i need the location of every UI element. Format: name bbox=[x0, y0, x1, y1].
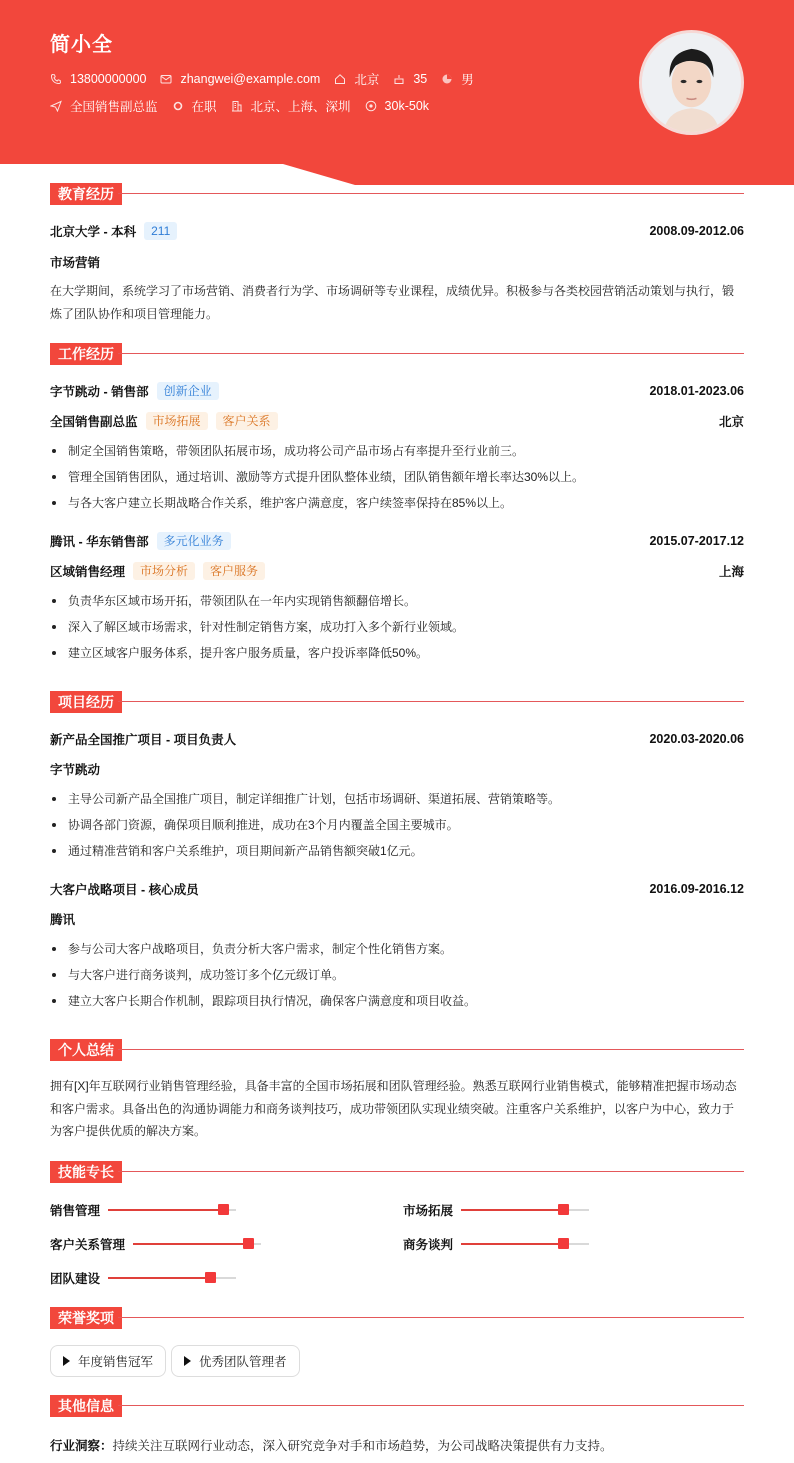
email-item: zhangwei@example.com bbox=[160, 72, 320, 86]
target-city-item: 北京、上海、深圳 bbox=[231, 97, 351, 115]
skills-section bbox=[50, 1161, 744, 1291]
cake-icon bbox=[393, 73, 405, 85]
work-location: 上海 bbox=[718, 565, 744, 579]
skill-item bbox=[50, 1201, 236, 1219]
section-header bbox=[50, 183, 744, 205]
skill-tag: 市场拓展 bbox=[146, 412, 208, 430]
status-icon bbox=[172, 100, 184, 112]
section-title: 教育经历 bbox=[50, 183, 122, 205]
section-header bbox=[50, 1307, 744, 1329]
work-position-row bbox=[50, 412, 744, 430]
section-divider bbox=[118, 1171, 744, 1172]
project-bullets bbox=[50, 936, 744, 1014]
phone-item: 13800000000 bbox=[50, 72, 146, 86]
section-divider bbox=[118, 1317, 744, 1318]
section-header bbox=[50, 691, 744, 713]
contact-row bbox=[50, 70, 488, 88]
skill-bar bbox=[461, 1243, 589, 1245]
skill-item bbox=[403, 1201, 589, 1219]
summary-text: 拥有[X]年互联网行业销售管理经验，具备丰富的全国市场拓展和团队管理经验。熟悉互联网行业销售模式，能够精准把握市场动态和客户需求。具备出色的沟通协调能力和商务谈判技巧，成功带领团队实现业绩突破。注重客户关系维护，以客户为中心，致力于为客户提供优质的解决方案。 bbox=[50, 1079, 737, 1138]
work-bullets bbox=[50, 588, 744, 666]
project-name: 新产品全国推广项目 - 项目负责人 bbox=[50, 733, 237, 747]
work-position-row bbox=[50, 562, 744, 580]
other-section bbox=[50, 1395, 744, 1455]
job-status-item: 在职 bbox=[172, 97, 217, 115]
section-title: 工作经历 bbox=[50, 343, 122, 365]
salary-item: 30k-50k bbox=[365, 99, 429, 113]
section-header bbox=[50, 1395, 744, 1417]
other-label: 行业洞察： bbox=[50, 1439, 113, 1453]
education-row bbox=[50, 222, 744, 240]
work-company-row bbox=[50, 382, 744, 400]
triangle-icon bbox=[63, 1356, 70, 1366]
project-date: 2020.03-2020.06 bbox=[649, 732, 744, 746]
portrait-image bbox=[642, 33, 741, 132]
list-item: 管理全国销售团队，通过培训、激励等方式提升团队整体业绩，团队销售额年增长率达30%以上。 bbox=[50, 464, 744, 490]
company-name: 字节跳动 - 销售部 bbox=[50, 385, 149, 399]
list-item: 建立区域客户服务体系，提升客户服务质量，客户投诉率降低50%。 bbox=[50, 640, 744, 666]
target-position-item: 全国销售副总监 bbox=[50, 97, 158, 115]
location-item: 北京 bbox=[334, 70, 379, 88]
list-item: 与大客户进行商务谈判，成功签订多个亿元级订单。 bbox=[50, 962, 744, 988]
gender-item: 男 bbox=[441, 70, 474, 88]
project-row bbox=[50, 730, 744, 748]
skill-name: 团队建设 bbox=[50, 1272, 101, 1286]
work-section bbox=[50, 343, 744, 673]
award-item: 年度销售冠军 bbox=[50, 1345, 166, 1377]
projects-section bbox=[50, 691, 744, 1021]
phone-icon bbox=[50, 73, 62, 85]
project-name: 大客户战略项目 - 核心成员 bbox=[50, 883, 199, 897]
school-degree: 北京大学 - 本科 bbox=[50, 225, 137, 239]
list-item: 负责华东区域市场开拓，带领团队在一年内实现销售额翻倍增长。 bbox=[50, 588, 744, 614]
skill-item bbox=[50, 1269, 236, 1287]
skill-name: 市场拓展 bbox=[403, 1204, 454, 1218]
section-header bbox=[50, 343, 744, 365]
work-date: 2018.01-2023.06 bbox=[649, 384, 744, 398]
section-title: 其他信息 bbox=[50, 1395, 122, 1417]
skill-bar bbox=[133, 1243, 261, 1245]
skill-tag: 市场分析 bbox=[133, 562, 195, 580]
section-title: 荣誉奖项 bbox=[50, 1307, 122, 1329]
age-item: 35 bbox=[393, 72, 427, 86]
project-org: 字节跳动 bbox=[50, 763, 101, 777]
skill-item bbox=[403, 1235, 589, 1253]
summary-section bbox=[50, 1039, 744, 1149]
building-icon bbox=[231, 100, 243, 112]
list-item: 建立大客户长期合作机制，跟踪项目执行情况，确保客户满意度和项目收益。 bbox=[50, 988, 744, 1014]
skill-tag: 客户服务 bbox=[203, 562, 265, 580]
section-header bbox=[50, 1161, 744, 1183]
triangle-icon bbox=[184, 1356, 191, 1366]
mail-icon bbox=[160, 73, 172, 85]
project-row bbox=[50, 880, 744, 898]
position: 区域销售经理 bbox=[50, 565, 126, 579]
resume-header bbox=[0, 0, 794, 185]
section-title: 项目经历 bbox=[50, 691, 122, 713]
other-text: 持续关注互联网行业动态，深入研究竞争对手和市场趋势，为公司战略决策提供有力支持。 bbox=[112, 1439, 613, 1453]
section-divider bbox=[118, 1405, 744, 1406]
section-title: 个人总结 bbox=[50, 1039, 122, 1061]
list-item: 协调各部门资源，确保项目顺利推进，成功在3个月内覆盖全国主要城市。 bbox=[50, 812, 744, 838]
skill-bar bbox=[108, 1277, 236, 1279]
company-name: 腾讯 - 华东销售部 bbox=[50, 535, 149, 549]
awards-section bbox=[50, 1307, 744, 1382]
home-icon bbox=[334, 73, 346, 85]
skill-name: 客户关系管理 bbox=[50, 1238, 126, 1252]
company-tag: 多元化业务 bbox=[157, 532, 231, 550]
list-item: 与各大客户建立长期战略合作关系，维护客户满意度，客户续签率保持在85%以上。 bbox=[50, 490, 744, 516]
project-bullets bbox=[50, 786, 744, 864]
work-date: 2015.07-2017.12 bbox=[649, 534, 744, 548]
position: 全国销售副总监 bbox=[50, 415, 138, 429]
job-intent-row bbox=[50, 97, 443, 115]
project-date: 2016.09-2016.12 bbox=[649, 882, 744, 896]
education-date: 2008.09-2012.06 bbox=[649, 224, 744, 238]
list-item: 制定全国销售策略，带领团队拓展市场，成功将公司产品市场占有率提升至行业前三。 bbox=[50, 438, 744, 464]
skill-bar bbox=[461, 1209, 589, 1211]
section-divider bbox=[118, 701, 744, 702]
award-item: 优秀团队管理者 bbox=[171, 1345, 300, 1377]
avatar bbox=[639, 30, 744, 135]
section-header bbox=[50, 1039, 744, 1061]
project-org: 腾讯 bbox=[50, 913, 76, 927]
work-location: 北京 bbox=[718, 415, 744, 429]
school-tag: 211 bbox=[144, 222, 177, 240]
list-item: 通过精准营销和客户关系维护，项目期间新产品销售额突破1亿元。 bbox=[50, 838, 744, 864]
gender-icon bbox=[441, 73, 453, 85]
salary-icon bbox=[365, 100, 377, 112]
skill-tag: 客户关系 bbox=[216, 412, 278, 430]
work-bullets bbox=[50, 438, 744, 516]
skill-name: 销售管理 bbox=[50, 1204, 101, 1218]
other-info-line bbox=[50, 1436, 613, 1454]
send-icon bbox=[50, 100, 62, 112]
major: 市场营销 bbox=[50, 256, 101, 270]
education-description: 在大学期间，系统学习了市场营销、消费者行为学、市场调研等专业课程，成绩优异。积极参与各类校园营销活动策划与执行，锻炼了团队协作和项目管理能力。 bbox=[50, 284, 735, 321]
skill-item bbox=[50, 1235, 261, 1253]
skill-name: 商务谈判 bbox=[403, 1238, 454, 1252]
list-item: 参与公司大客户战略项目，负责分析大客户需求，制定个性化销售方案。 bbox=[50, 936, 744, 962]
company-tag: 创新企业 bbox=[157, 382, 219, 400]
education-section bbox=[50, 183, 744, 323]
section-divider bbox=[118, 353, 744, 354]
skill-bar bbox=[108, 1209, 236, 1211]
list-item: 主导公司新产品全国推广项目，制定详细推广计划，包括市场调研、渠道拓展、营销策略等。 bbox=[50, 786, 744, 812]
candidate-name: 简小全 bbox=[50, 34, 113, 56]
work-company-row bbox=[50, 532, 744, 550]
section-title: 技能专长 bbox=[50, 1161, 122, 1183]
section-divider bbox=[118, 193, 744, 194]
section-divider bbox=[118, 1049, 744, 1050]
list-item: 深入了解区域市场需求，针对性制定销售方案，成功打入多个新行业领域。 bbox=[50, 614, 744, 640]
